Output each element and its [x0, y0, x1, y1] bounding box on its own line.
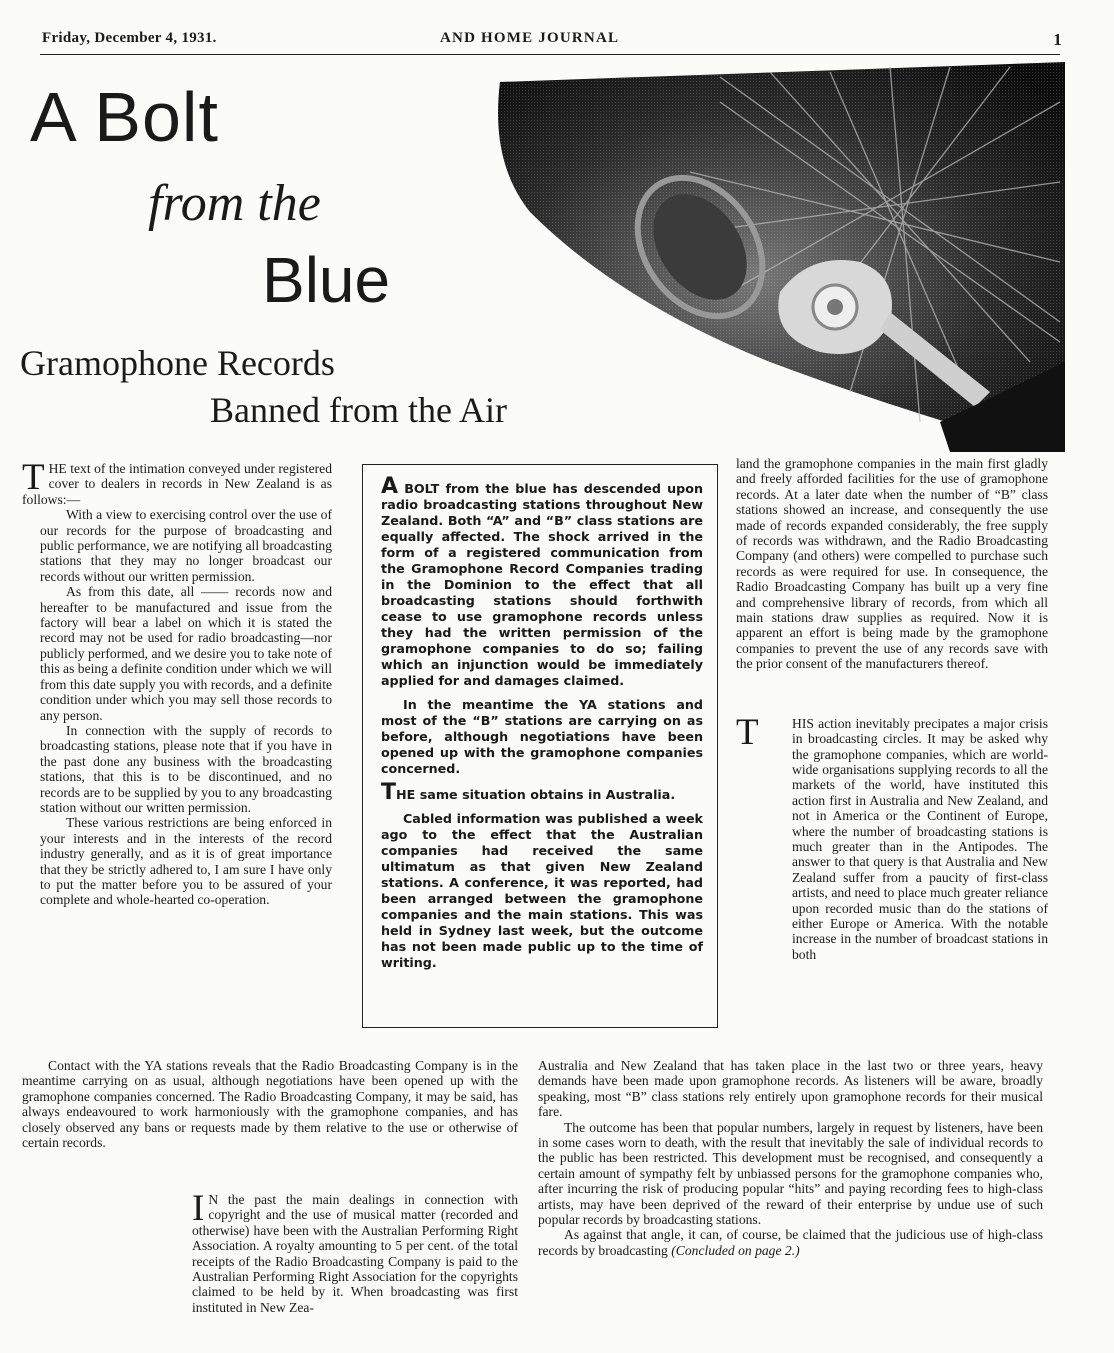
gramophone-photo	[470, 62, 1065, 452]
headline-line1: A Bolt	[30, 78, 219, 156]
bottom-left-text-2	[22, 1188, 518, 1315]
box-paragraph: A BOLT from the blue has descended upon radio broadcasting stations throughout New Zealand. Both “A” and “B” class stations are equally affected. The shock arrived in the form of a registered communication from the Gramophone Record Companies trading in the Dominion to the effect that all broadcasting stations should forthwith cease to use gramophone records unless they had the written permission of the gramophone companies to do so; failing which an injunction would be immediately applied for and damages claimed.	[381, 474, 703, 688]
body-paragraph: land the gramophone companies in the main first gladly and freely afforded facilities for the use of gramophone records. At a later date when the number of “B” class stations showed an increase, and consequently the use made of records expanded considerably, the free supply of records was withdrawn, and the Radio Broadcasting Company (and others) were compelled to purchase such records as were required for use. In consequence, the Radio Broadcasting Company has built up a very fine and comprehensive library of records, from which all main stations draw supplies as required. Now it is apparent an effort is being made by the gramophone companies to prevent the use of any records save with the prior consent of the manufacturers thereof.	[736, 456, 1048, 672]
drop-cap: A	[381, 474, 399, 499]
subheadline-line1: Gramophone Records	[20, 343, 335, 383]
subheadline-line2: Banned from the Air	[210, 390, 507, 430]
page-number: 1	[1053, 30, 1062, 49]
issue-date: Friday, December 4, 1931.	[42, 30, 217, 46]
drop-cap: T	[381, 780, 397, 805]
drop-cap: I	[192, 1188, 205, 1229]
body-paragraph: I N the past the main dealings in connection with copyright and the use of musical matter (recorded and otherwise) have been with the Australian Performing Right Association. A royalty amounting to 5 per cent. of the total receipts of the Radio Broadcasting Company is paid to the Australian Performing Right Association for the copyrights claimed to be held by it. When broadcasting was first instituted in New Zea-	[192, 1188, 518, 1315]
headline-line3: Blue	[262, 244, 391, 316]
quoted-paragraph: In connection with the supply of records to broadcasting stations, please note that if you have in the past done any business with the broadcasting stations, that this is to be discontinued, and no records are to be supplied by you to any broadcasting station without our written permission.	[40, 722, 332, 815]
headline-line2: from the	[148, 175, 321, 232]
journal-name: AND HOME JOURNAL	[440, 30, 620, 46]
summary-box	[362, 464, 718, 1028]
quoted-paragraph: These various restrictions are being enforced in your interests and in the interests of the record industry generally, and as it is of great importance that they be strictly adhered to, I am sure I have only to put the matter before you to be assured of your complete and whole-hearted co-operation.	[40, 815, 332, 908]
drop-cap: T	[22, 457, 45, 498]
box-paragraph: THE same situation obtains in Australia.	[381, 780, 676, 805]
box-paragraph: In the meantime the YA stations and most of the “B” stations are carrying on as before, although negotiations have been opened up with the gramophone companies concerned.	[381, 697, 703, 776]
continuation-note: (Concluded on page 2.)	[671, 1242, 800, 1258]
column-left	[22, 457, 332, 908]
intro-paragraph: THE text of the intimation conveyed under registered cover to dealers in records in New Zealand is as follows:—	[22, 457, 332, 507]
bottom-left-text	[22, 1058, 518, 1150]
box-paragraph: Cabled information was published a week ago to the effect that the Australian companies had received the same ultimatum as that given New Zealand stations. A conference, it was reported, had been arranged between the gramophone companies and the main stations. This was held in Sydney last week, but the outcome has not been made public up to the time of writing.	[381, 811, 703, 970]
page-header	[42, 30, 1062, 54]
body-paragraph: T HIS action inevitably precipates a major crisis in broadcasting circles. It may be asked why the gramophone companies, which are world-wide organisations supplying records to all the markets of the world, have instituted this action first in Australia and New Zealand, and not in America or the Continent of Europe, where the number of broadcasting stations is much greater than in the Antipodes. The answer to that query is that Australia and New Zealand suffer from a paucity of first-class artists, and need to place much greater reliance upon recorded music than do the stations of either Europe or America. With the notable increase in the number of broadcast stations in both	[736, 711, 1048, 962]
body-paragraph: The outcome has been that popular numbers, largely in request by listeners, have been in some cases worn to death, with the result that inevitably the sale of individual records to the public has been restricted. This development must be recognised, and consequently a certain amount of sympathy felt by unbiassed persons for the gramophone companies who, after incurring the risk of producing popular “hits” and paying recording fees to high-class artists, may have been deprived of the reward of their enterprise by undue use of such popular records by broadcasting stations.	[538, 1119, 1043, 1228]
quoted-paragraph: As from this date, all —— records now and hereafter to be manufactured and issue from the factory will bear a label on which it is stated the record may not be used for radio broadcasting—nor publicly performed, and we desire you to take note of this as being a definite condition under which we will from this date supply you with records, and a definite condition under which you may sell those records to any person.	[40, 584, 332, 723]
body-paragraph: As against that angle, it can, of course, be claimed that the judicious use of high-class records by broadcasting (Concluded on page 2.)	[538, 1227, 1043, 1258]
bottom-right-text	[538, 1058, 1043, 1258]
body-paragraph: Australia and New Zealand that has taken place in the last two or three years, heavy demands have been made upon gramophone records. As listeners will be aware, broadly speaking, most “B” class stations rely entirely upon gramophone records for their musical fare.	[538, 1058, 1043, 1120]
quoted-paragraph: With a view to exercising control over the use of our records for the purpose of broadcasting and public performance, we are notifying all broadcasting stations that they may no longer broadcast our records without our written permission.	[40, 507, 332, 584]
header-rule	[40, 54, 1060, 55]
body-paragraph: Contact with the YA stations reveals that the Radio Broadcasting Company is in the meantime carrying on as usual, although negotiations have been opened up with the gramophone companies concerned. The Radio Broadcasting Company, it may be said, has always endeavoured to work harmoniously with the gramophone companies, and has closely observed any bans or requests made by them relative to the use or otherwise of certain records.	[22, 1058, 518, 1151]
column-right	[736, 456, 1048, 962]
drop-cap: T	[736, 711, 759, 753]
